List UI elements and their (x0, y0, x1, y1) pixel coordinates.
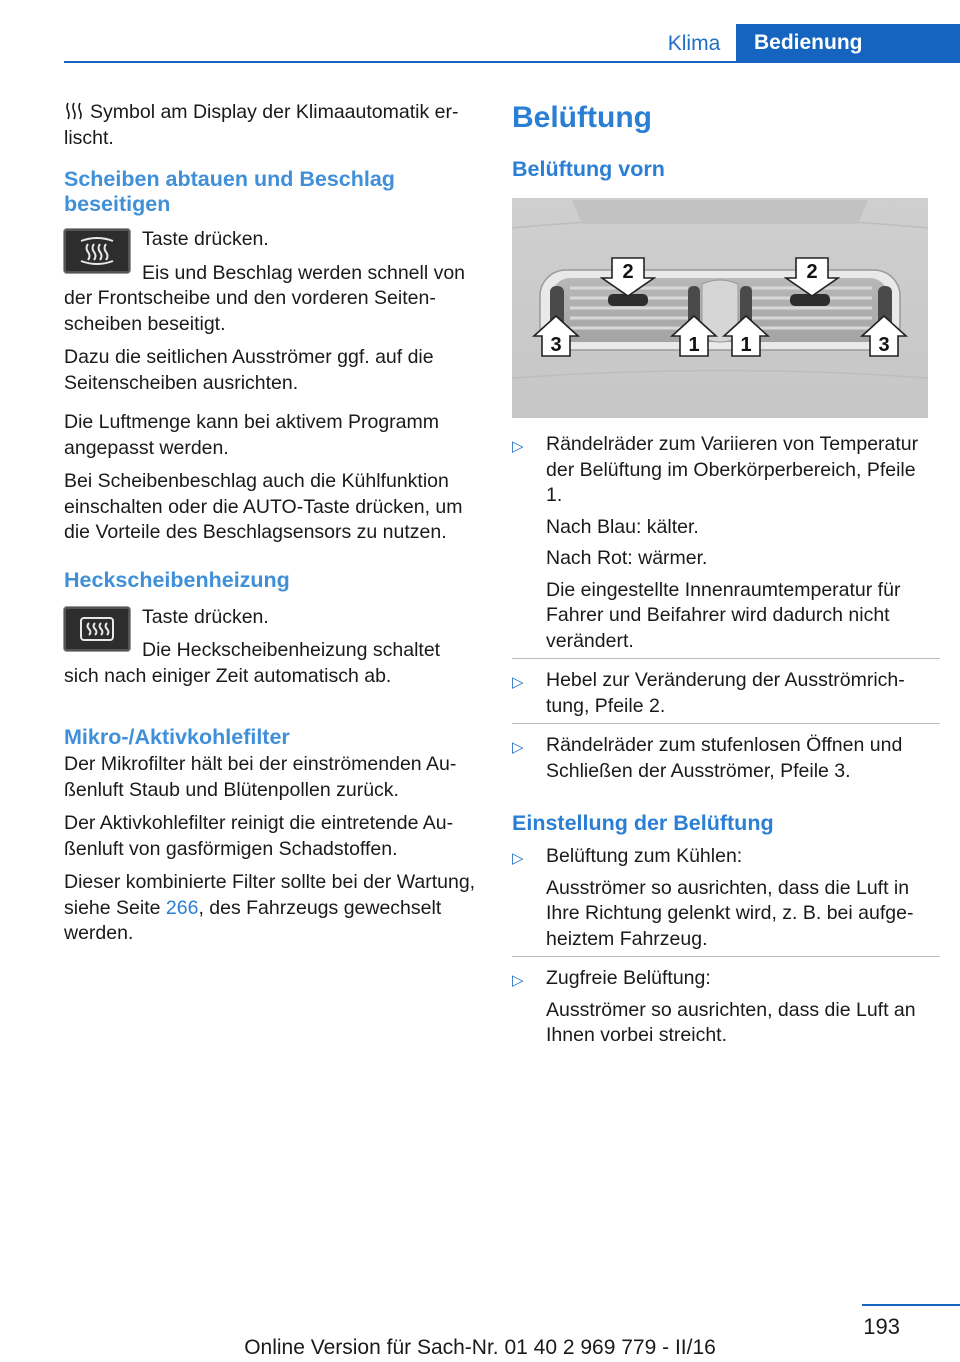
defrost-desc: Eis und Beschlag werden schnell von der Frontscheibe und den vorderen Seitenscheiben beseitigt. (64, 261, 466, 335)
arrow-label-3-left (534, 316, 578, 358)
defrost-p4: Bei Scheibenbeschlag auch die Kühlfunktion einschalten oder die AUTO-Taste drücken, um die Vorteile des Beschlagsensors zu nutzen. (64, 470, 463, 543)
bullet-arrow-icon: ▷ (512, 674, 524, 691)
bullet-arrow-icon: ▷ (512, 850, 524, 867)
list-divider (512, 658, 940, 659)
section-title: Belüftung (512, 101, 652, 134)
rear-heading: Heckscheibenheizung (64, 567, 290, 592)
arrow-label-3-right (862, 316, 906, 356)
bullet-text: Belüftung zum Kühlen: (546, 845, 743, 867)
bullet-text: Rändelräder zum Variieren von Temperatur der Belüftung im Oberkörperbereich, Pfeile 1. (546, 433, 919, 506)
figure-label-2b: 2 (806, 261, 818, 283)
filter-heading: Mikro-/Aktivkohlefilter (64, 725, 290, 749)
arrow-label-1-right (724, 316, 768, 356)
right-column (512, 100, 932, 1057)
bullet-extra: Ausströmer so ausrichten, dass die Luft an Ihnen vorbei streicht. (546, 998, 916, 1046)
filter-p1: Der Mikrofilter hält bei der einströmenden Außenluft Staub und Blütenpollen zurück. (64, 753, 457, 801)
bullet-arrow-icon: ▷ (512, 739, 524, 756)
defrost-p2: Dazu die seitlichen Ausströmer ggf. auf die Seitenscheiben ausrichten. (64, 346, 434, 394)
vent-controls-list (512, 432, 932, 784)
rear-defrost-button-icon (64, 607, 130, 651)
figure-label-1b: 1 (740, 334, 752, 356)
bullet-arrow-icon: ▷ (512, 972, 524, 989)
settings-heading: Einstellung der Belüftung (512, 811, 774, 835)
front-defrost-button-icon (64, 229, 130, 273)
list-item (512, 432, 932, 654)
rear-press: Taste drücken. (142, 605, 269, 628)
page-number-rule (862, 1304, 960, 1306)
bullet-extra: Nach Rot: wärmer. (546, 547, 708, 569)
figure-label-1a: 1 (688, 334, 700, 356)
online-version-footer: Online Version für Sach-Nr. 01 40 2 969 779 - II/16 (244, 1336, 716, 1359)
bullet-arrow-icon: ▷ (512, 438, 524, 455)
page-link-266[interactable]: 266 (165, 896, 199, 919)
list-item (512, 844, 932, 952)
figure-label-3a: 3 (550, 334, 562, 356)
arrow-label-1-left (672, 316, 716, 356)
bullet-extra: Die eingestellte Innenraumtemperatur für Fahrer und Beifahrer wird dadurch nicht verändert. (546, 578, 901, 652)
filter-p3-before: Dieser kombinierte Filter sollte bei der Wartung, siehe Seite (64, 871, 476, 919)
bullet-text: Hebel zur Veränderung der Ausströmrichtung, Pfeile 2. (546, 669, 905, 717)
list-divider (512, 956, 940, 957)
list-item (512, 966, 932, 1049)
page-number: 193 (863, 1314, 900, 1339)
filter-p3-after: , des Fahrzeugs gewechselt werden. (64, 896, 442, 944)
defrost-p3: Die Luftmenge kann bei aktivem Programm angepasst werden. (64, 411, 440, 459)
filter-p2: Der Aktivkohlefilter reinigt die eintretende Außenluft von gasförmigen Schadstoffen. (64, 812, 454, 860)
header-rule (64, 61, 960, 63)
bullet-extra: Ausströmer so ausrichten, dass die Luft in Ihre Richtung gelenkt wird, z. B. bei aufgeheiztem Fahrzeug. (546, 876, 914, 950)
list-item (512, 668, 932, 719)
figure-label-3b: 3 (878, 334, 890, 356)
arrow-label-2-right (786, 258, 838, 296)
front-vents-figure (512, 198, 928, 418)
filter-p3 (64, 870, 480, 947)
header-tab-klima: Klima (652, 26, 736, 62)
left-column (64, 100, 480, 955)
settings-list (512, 844, 932, 1049)
header-tab-bedienung: Bedienung (736, 24, 960, 62)
defrost-press: Taste drücken. (142, 228, 269, 250)
figure-label-2a: 2 (622, 261, 634, 283)
defrost-heading: Scheiben abtauen und Beschlag beseitigen (64, 167, 395, 216)
bullet-extra: Nach Blau: kälter. (546, 515, 699, 538)
section-subtitle: Belüftung vorn (512, 157, 665, 181)
list-divider (512, 723, 940, 724)
defrost-symbol-note (64, 100, 480, 151)
bullet-text: Rändelräder zum stufenlosen Öffnen und Schließen der Ausströmer, Pfeile 3. (546, 734, 903, 782)
list-item (512, 733, 932, 784)
defrost-symbol-icon (64, 101, 84, 121)
rear-desc: Die Heckscheibenheizung schaltet sich nach einiger Zeit automatisch ab. (64, 639, 441, 687)
intro-text: Symbol am Display der Klimaautomatik erlischt. (64, 101, 459, 149)
arrow-label-2-left (602, 258, 654, 296)
bullet-text: Zugfreie Belüftung: (546, 967, 711, 989)
